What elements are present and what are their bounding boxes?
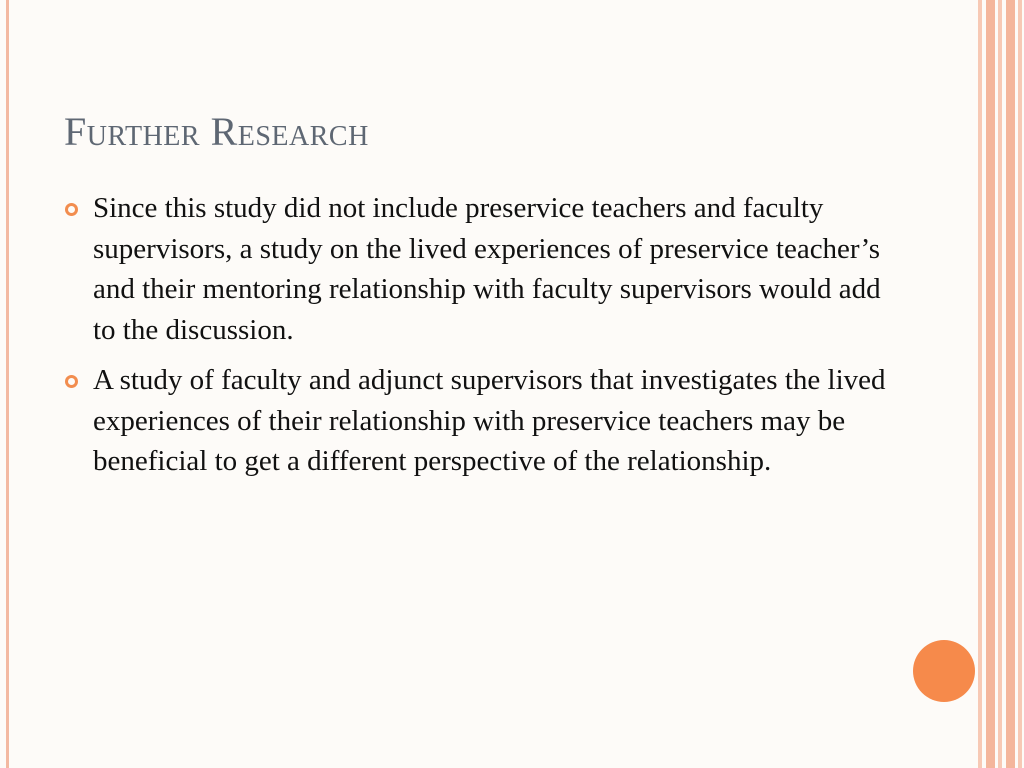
ring-bullet-icon: [65, 375, 78, 388]
right-decorative-stripe: [978, 0, 982, 768]
slide-title: Further Research: [64, 109, 369, 154]
bullet-item: [64, 188, 894, 350]
bullet-item: [64, 360, 894, 482]
right-decorative-stripe: [986, 0, 995, 768]
bullet-text: A study of faculty and adjunct supervisors that investigates the lived experiences of their relationship with preservice teachers may be beneficial to get a different perspective of the relationship.: [93, 364, 886, 477]
ring-bullet-icon: [65, 203, 78, 216]
right-decorative-stripe: [1018, 0, 1022, 768]
right-decorative-stripe: [1006, 0, 1015, 768]
left-frame-line: [6, 0, 9, 768]
bullet-list: [64, 188, 894, 492]
bullet-text: Since this study did not include preservice teachers and faculty supervisors, a study on the lived experiences of preservice teacher’s and their mentoring relationship with faculty supervisors would add to the discussion.: [93, 192, 881, 346]
decorative-orange-circle: [913, 640, 975, 702]
right-decorative-stripe: [998, 0, 1002, 768]
